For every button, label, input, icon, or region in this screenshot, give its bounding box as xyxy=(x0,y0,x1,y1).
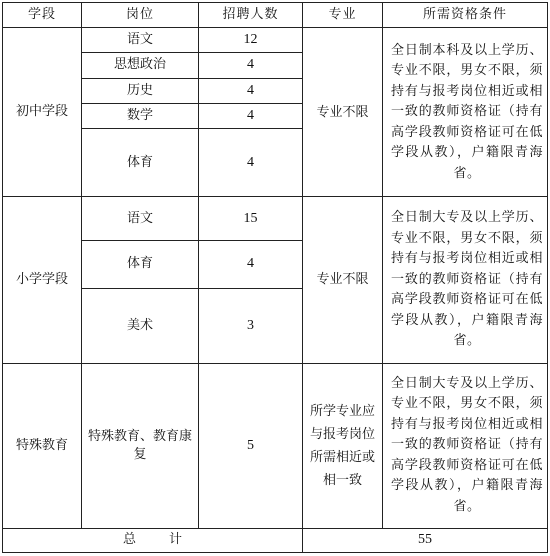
major-cell-junior: 专业不限 xyxy=(303,28,383,197)
major-cell-special: 所学专业应与报考岗位所需相近或相一致 xyxy=(303,363,383,528)
position-cell: 思想政治 xyxy=(82,53,199,78)
table-row xyxy=(3,28,548,53)
position-cell: 特殊教育、教育康复 xyxy=(82,363,199,528)
position-cell: 美术 xyxy=(82,289,199,364)
position-cell: 历史 xyxy=(82,78,199,103)
table-row xyxy=(3,363,548,528)
count-cell: 15 xyxy=(199,197,303,240)
recruitment-table xyxy=(2,2,548,553)
count-cell: 4 xyxy=(199,103,303,128)
header-count: 招聘人数 xyxy=(199,3,303,28)
total-row xyxy=(3,528,548,552)
position-cell: 体育 xyxy=(82,128,199,196)
qualifications-cell-special: 全日制大专及以上学历、专业不限，男女不限，须持有与报考岗位相近或相一致的教师资格证（持有高学段教师资格证可在低学段从教），户籍限青海省。 xyxy=(383,363,548,528)
level-cell-special: 特殊教育 xyxy=(3,363,82,528)
header-qualifications: 所需资格条件 xyxy=(383,3,548,28)
header-position: 岗位 xyxy=(82,3,199,28)
total-value: 55 xyxy=(303,528,548,552)
qualifications-cell-primary: 全日制大专及以上学历、专业不限，男女不限，须持有与报考岗位相近或相一致的教师资格证（持有高学段教师资格证可在低学段从教），户籍限青海省。 xyxy=(383,197,548,363)
count-cell: 4 xyxy=(199,240,303,288)
level-cell-junior: 初中学段 xyxy=(3,28,82,197)
position-cell: 体育 xyxy=(82,240,199,288)
position-cell: 语文 xyxy=(82,197,199,240)
level-cell-primary: 小学学段 xyxy=(3,197,82,363)
count-cell: 4 xyxy=(199,128,303,196)
qualifications-cell-junior: 全日制本科及以上学历、专业不限，男女不限，须持有与报考岗位相近或相一致的教师资格证（持有高学段教师资格证可在低学段从教），户籍限青海省。 xyxy=(383,28,548,197)
table-row xyxy=(3,197,548,240)
count-cell: 4 xyxy=(199,53,303,78)
header-row xyxy=(3,3,548,28)
header-level: 学段 xyxy=(3,3,82,28)
count-cell: 4 xyxy=(199,78,303,103)
major-cell-primary: 专业不限 xyxy=(303,197,383,363)
total-label: 总 计 xyxy=(3,528,303,552)
header-major: 专业 xyxy=(303,3,383,28)
count-cell: 3 xyxy=(199,289,303,364)
count-cell: 5 xyxy=(199,363,303,528)
position-cell: 语文 xyxy=(82,28,199,53)
count-cell: 12 xyxy=(199,28,303,53)
position-cell: 数学 xyxy=(82,103,199,128)
